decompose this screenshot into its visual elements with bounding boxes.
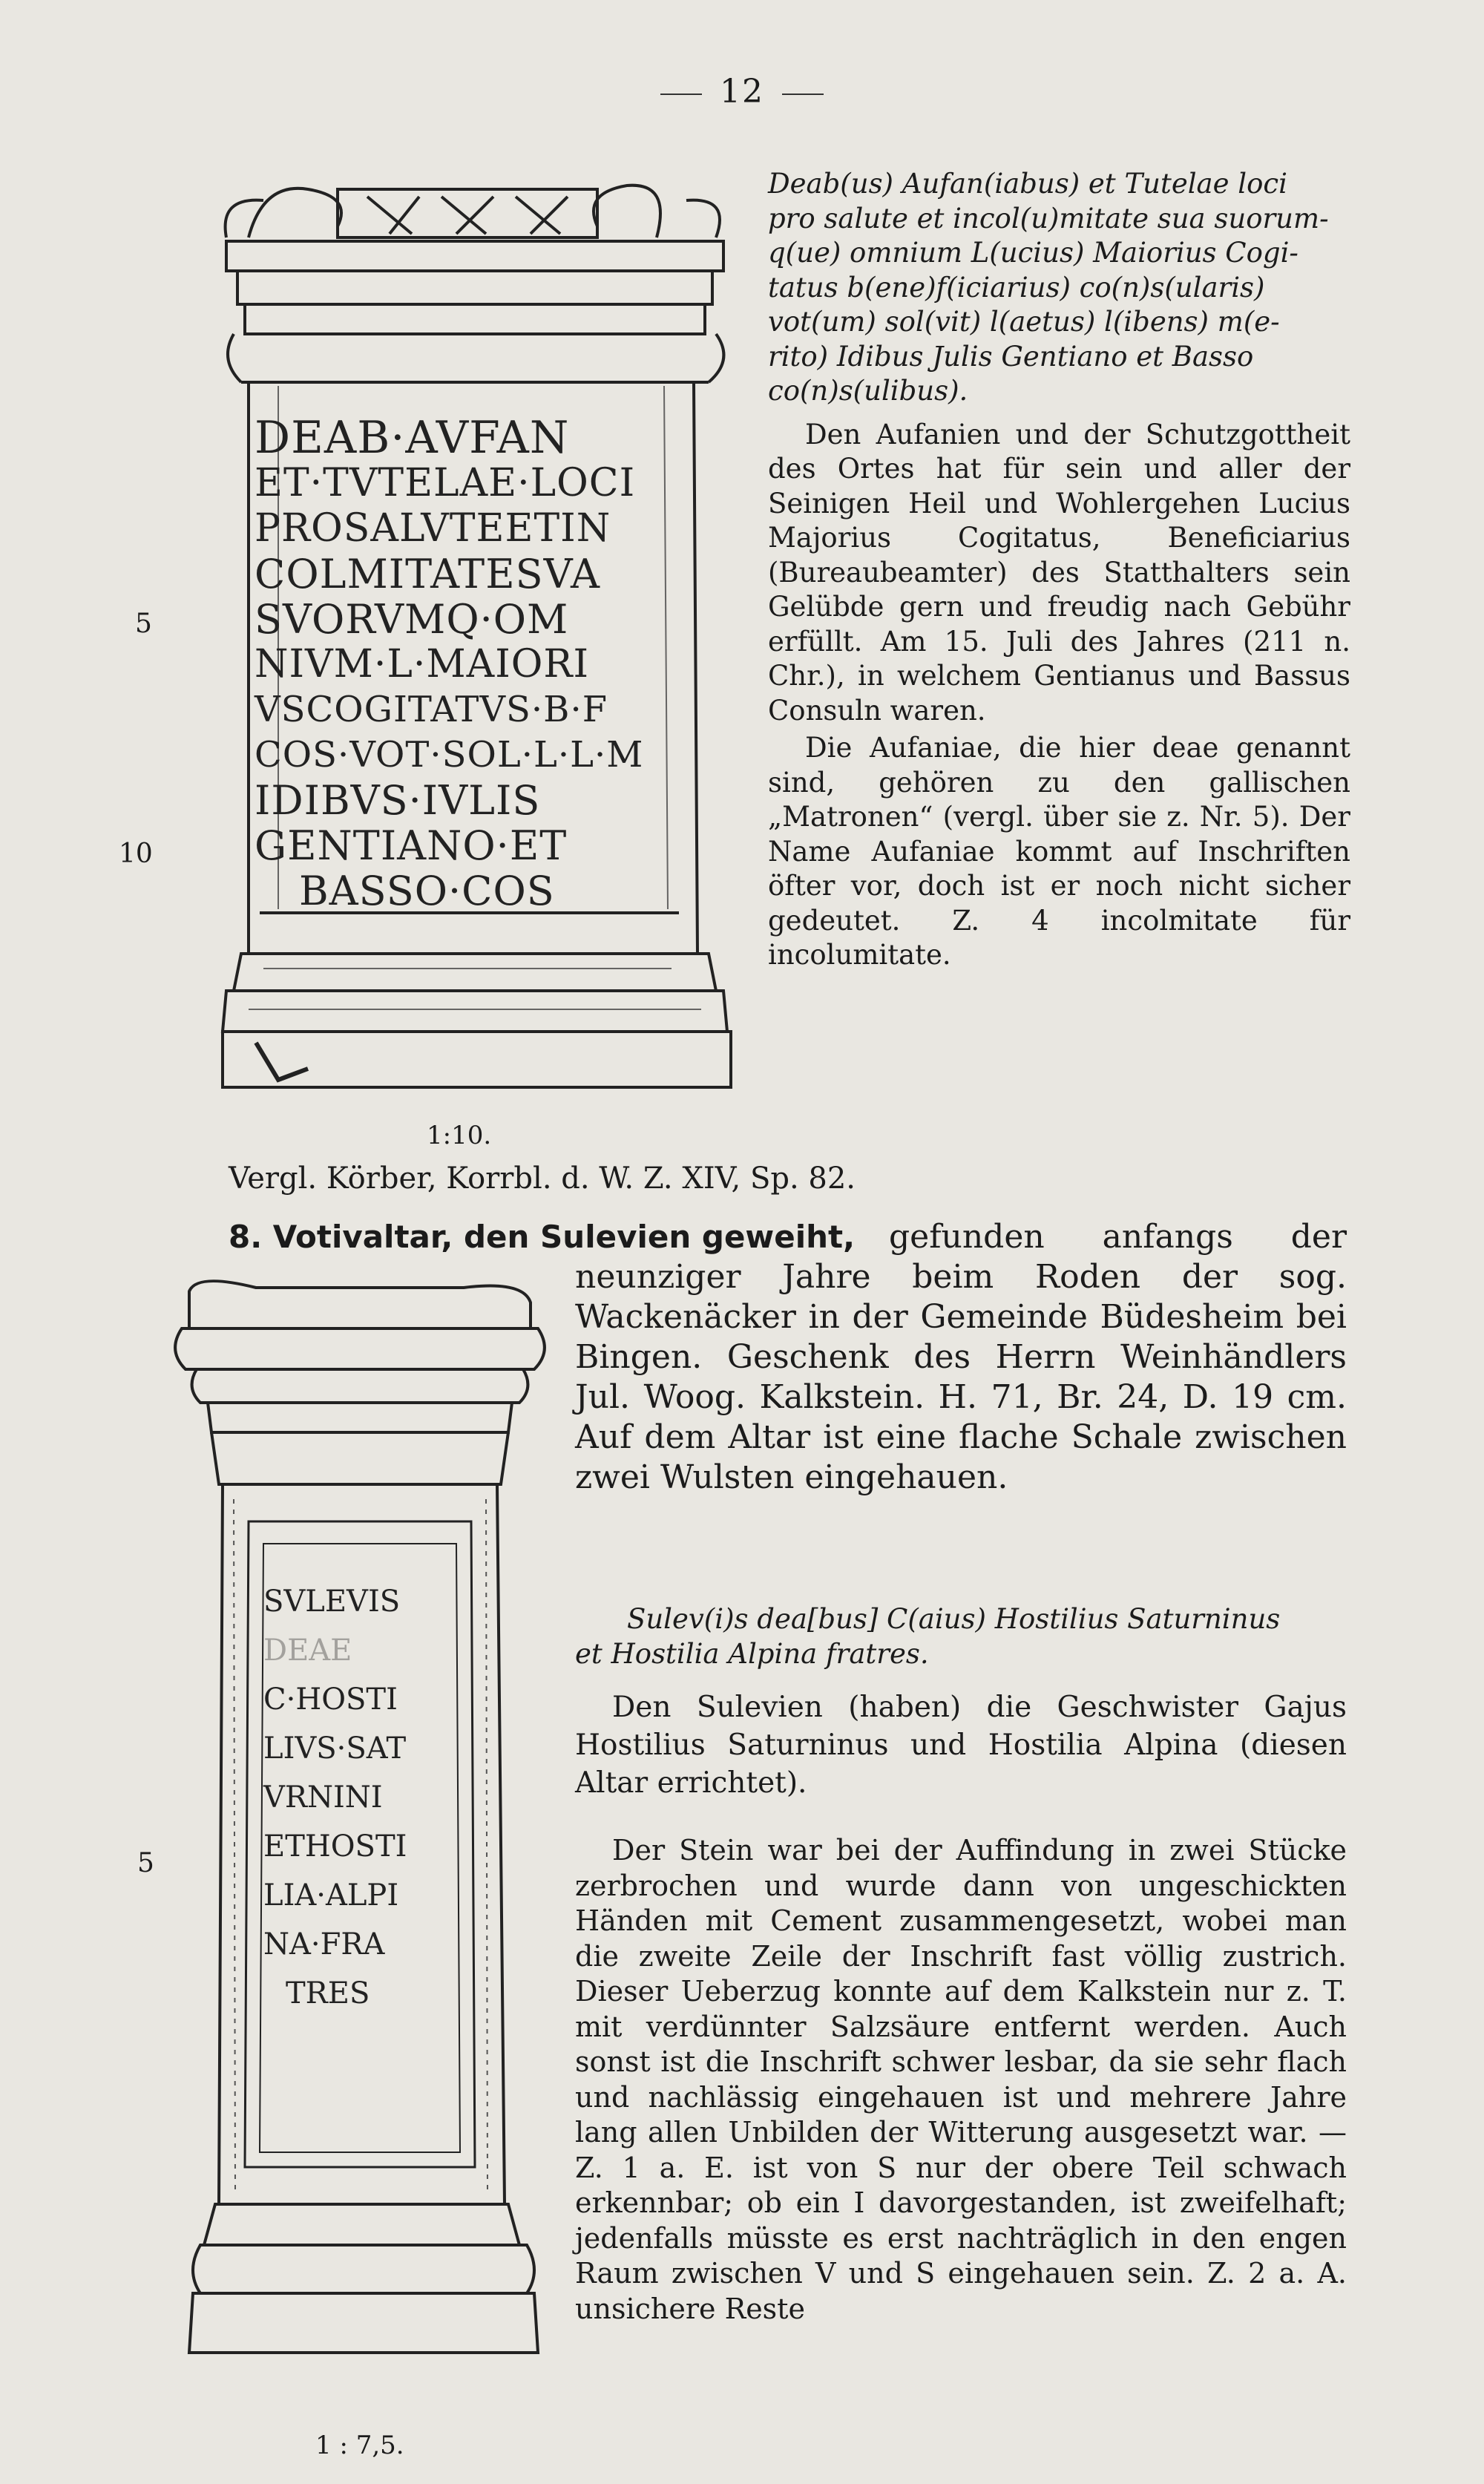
inscription-line: VSCOGITATVS·B·F (255, 689, 608, 730)
inscription-line: SVORVMQ·OM (255, 596, 569, 643)
inscription-line: BASSO·COS (299, 868, 555, 914)
latin-expansion-8 (575, 1602, 1347, 1671)
inscription-line: DEAE (263, 1633, 352, 1668)
inscription-line: COS·VOT·SOL·L·L·M (255, 734, 644, 776)
inscription-line: TRES (286, 1976, 370, 2011)
expansion-line: Deab(us) Aufan(iabus) et Tutelae loci (768, 168, 1287, 200)
altar-2-inscription (263, 1577, 434, 2018)
inscription-line: LIVS·SAT (263, 1731, 407, 1766)
line-number: 10 (119, 839, 153, 869)
expansion-line: pro salute et incol(u)mitate sua suorum- (768, 202, 1329, 235)
inscription-line: NA·FRA (263, 1927, 385, 1962)
latin-expansion (768, 167, 1350, 409)
expansion-line: Sulev(i)s dea[bus] C(aius) Hostilius Saturninus (627, 1603, 1281, 1635)
expansion-line: vot(um) sol(vit) l(aetus) l(ibens) m(e- (768, 306, 1280, 338)
expansion-line: et Hostilia Alpina fratres. (575, 1638, 929, 1670)
inscription-line: C·HOSTI (263, 1682, 398, 1717)
inscription-line: IDIBVS·IVLIS (255, 777, 541, 824)
scale-label: 1:10. (427, 1121, 492, 1150)
inscription-line: ET·TVTELAE·LOCI (255, 461, 636, 505)
expansion-line: q(ue) omnium L(ucius) Maiorius Cogi- (768, 237, 1298, 269)
inscription-line: LIA·ALPI (263, 1878, 399, 1913)
scale-label: 1 : 7,5. (315, 2431, 404, 2460)
expansion-line: co(n)s(ulibus). (768, 375, 968, 407)
entry-8-title: 8. Votivaltar, den Sulevien geweiht, (229, 1219, 856, 1255)
line-number: 5 (137, 1848, 154, 1878)
page-number-text: 12 (720, 73, 764, 111)
page-number (0, 73, 1484, 111)
inscription-line: NIVM·L·MAIORI (255, 642, 590, 686)
expansion-line: rito) Idibus Julis Gentiano et Basso (768, 340, 1254, 373)
translation-paragraph: Den Aufanien und der Schutzgottheit des Ortes hat für sein und aller der Seinigen Heil und Wohlergehen Lucius Majorius Cogitatus, Beneficiarius (Bureaubeamter) des Statthalters sein Gelübde gern und freudig nach Gebühr erfüllt. Am 15. Juli des Jahres (211 n. Chr.), in welchem Gentianus und Bassus Consuln waren. (768, 418, 1350, 727)
inscription-line: GENTIANO·ET (255, 822, 568, 869)
inscription-line: SVLEVIS (263, 1585, 401, 1619)
expansion-line: tatus b(ene)f(iciarius) co(n)s(ularis) (768, 271, 1265, 304)
inscription-line: PROSALVTEETIN (255, 506, 611, 551)
commentary-paragraph-8: Der Stein war bei der Auffindung in zwei Stücke zerbrochen und wurde dann von ungeschickten Händen mit Cement zusammengesetzt, wobei man die zweite Zeile der Inschrift fast völlig zustrich. Dieser Ueberzug konnte auf dem Kalkstein nur z. T. mit verdünnter Salzsäure entfernt werden. Auch sonst ist die Inschrift schwer lesbar, da sie sehr flach und nachlässig eingehauen ist und mehrere Jahre lang allen Unbilden der Witterung ausgesetzt war. — Z. 1 a. E. ist von S nur der obere Teil schwach erkennbar; ob ein I davorgestanden, ist zweifelhaft; jedenfalls müsste es erst nachträglich in den engen Raum zwischen V und S eingehauen sein. Z. 2 a. A. unsichere Reste (575, 1834, 1347, 2325)
translation-paragraph-8: Den Sulevien (haben) die Geschwister Gajus Hostilius Saturninus und Hostilia Alpina (diesen Altar errichtet). (575, 1691, 1347, 1800)
line-number: 5 (135, 609, 152, 639)
altar-1-inscription (255, 412, 670, 914)
inscription-line: COLMITATESVA (255, 551, 600, 597)
inscription-line: ETHOSTI (263, 1829, 407, 1864)
inscription-line: VRNINI (263, 1780, 383, 1815)
inscription-line: DEAB·AVFAN (255, 412, 570, 464)
entry-7-text (768, 167, 1350, 973)
entry-8-description: gefunden anfangs der neunziger Jahre beim Roden der sog. Wackenäcker in der Gemeinde Büdesheim bei Bingen. Geschenk des Herrn Weinhändlers Jul. Woog. Kalkstein. H. 71, Br. 24, D. 19 cm. Auf dem Altar ist eine flache Schale zwischen zwei Wulsten eingehauen. (575, 1218, 1347, 1496)
reference-line: Vergl. Körber, Korrbl. d. W. Z. XIV, Sp. 82. (229, 1161, 856, 1196)
commentary-paragraph: Die Aufaniae, die hier deae genannt sind, gehören zu den gallischen „Matronen“ (vergl. über sie z. Nr. 5). Der Name Aufaniae kommt auf Inschriften öfter vor, doch ist er noch nicht sicher gedeutet. Z. 4 incolmitate für incolumitate. (768, 732, 1350, 971)
